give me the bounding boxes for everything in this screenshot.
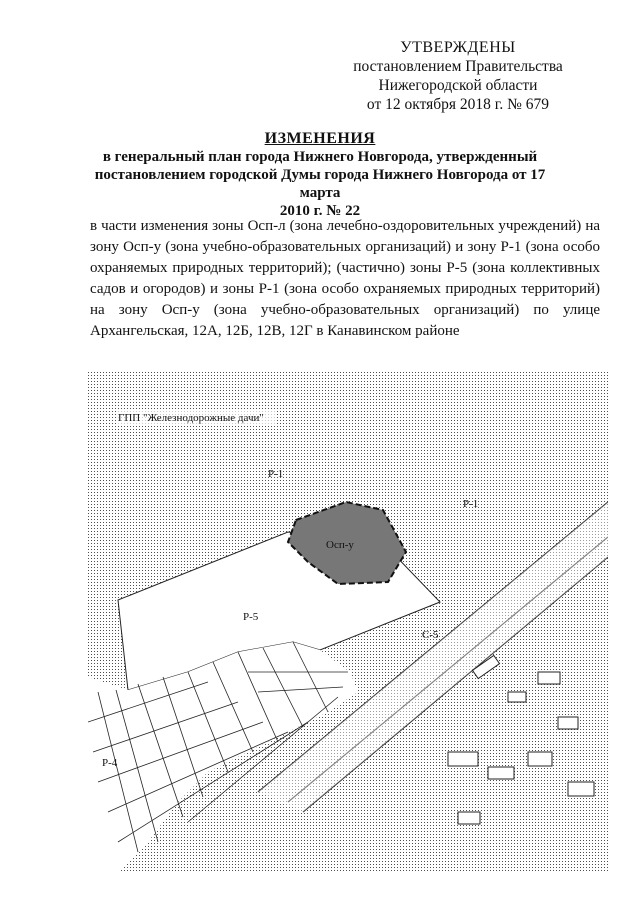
label-r5: Р-5 [243, 611, 259, 623]
approval-date: от 12 октября 2018 г. № 679 [366, 96, 550, 113]
approval-line-2: постановлением Правительства [353, 58, 563, 75]
label-r4: Р-4 [102, 757, 118, 769]
title-line-3: постановлением городской Думы города Нижнего Новгорода от 17 марта [94, 167, 546, 201]
label-osp-u: Осп-у [326, 539, 354, 551]
map-svg [88, 372, 608, 872]
approval-title: УТВЕРЖДЕНЫ [400, 39, 516, 56]
label-gpp: ГПП "Железнодорожные дачи" [118, 412, 264, 424]
approval-line-3: Нижегородской области [378, 77, 538, 94]
label-c5: С-5 [422, 629, 439, 641]
title-line-2: в генеральный план города Нижнего Новгорода, утвержденный [102, 149, 538, 165]
label-r1-left: Р-1 [268, 468, 284, 480]
change-description: в части изменения зоны Осп-л (зона лечебно-оздоровительных учреждений) на зону Осп-у (зона учебно-образовательных организаций) и зону Р-1 (зона особо охраняемых природных территорий); (частично) зоны Р-5 (зона коллективных садов и огородов) и зоны Р-1 (зона особо охраняемых природных территорий) на зону Осп-у (зона учебно-образовательных организаций) по улице Архангельская, 12А, 12Б, 12В, 12Г в Канавинском районе [90, 218, 600, 339]
approval-stamp [338, 38, 578, 114]
title-heading: ИЗМЕНЕНИЯ [264, 130, 376, 147]
document-title [80, 130, 560, 220]
label-r1-right: Р-1 [463, 498, 479, 510]
title-line-4: 2010 г. № 22 [279, 203, 361, 219]
zoning-map [88, 372, 608, 872]
